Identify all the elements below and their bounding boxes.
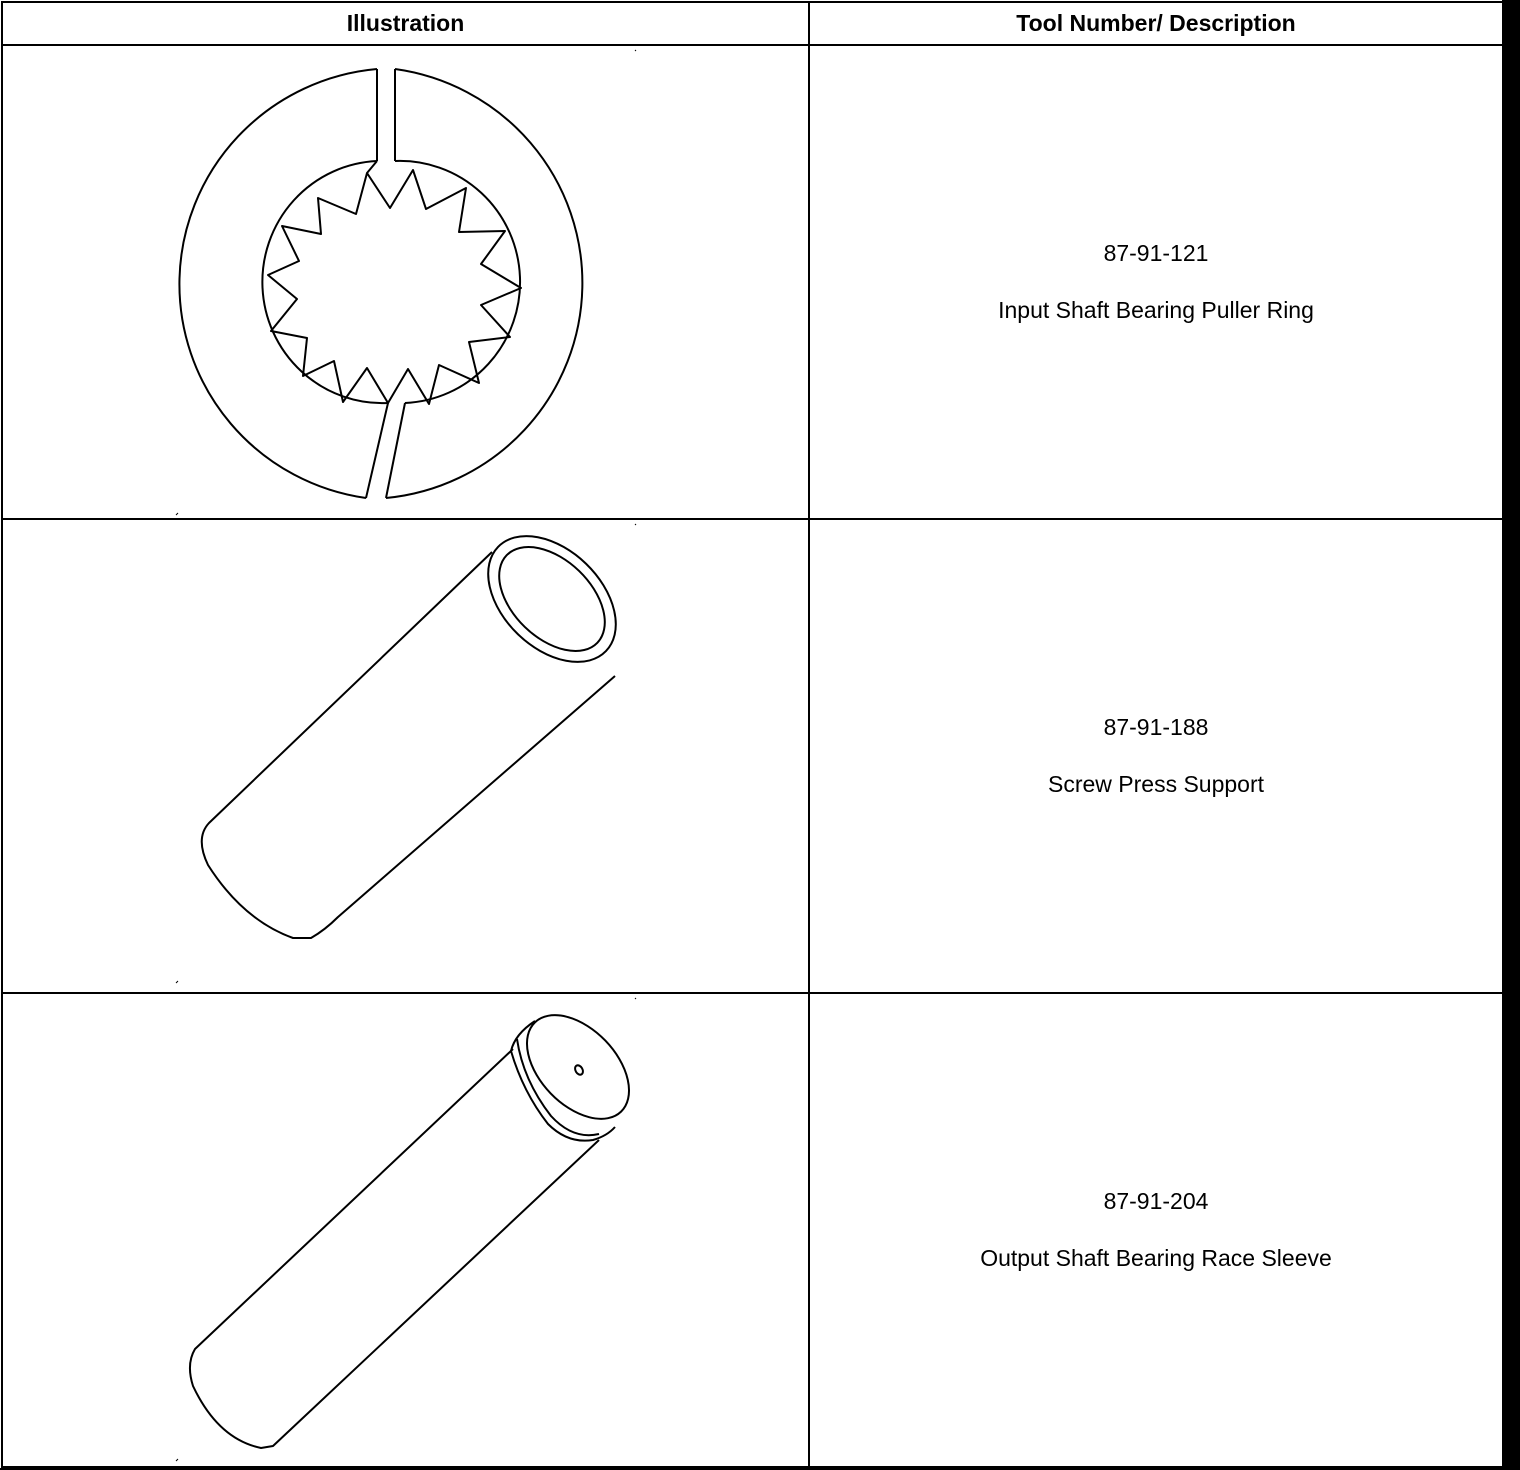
tool-number: 87-91-204 [1103,1188,1209,1214]
table-row [2,519,1503,993]
press-support-tube-icon [3,520,808,992]
special-tools-table [1,1,1504,1468]
tool-description: Output Shaft Bearing Race Sleeve [980,1245,1332,1271]
tool-description: Screw Press Support [1047,771,1265,797]
header-tool-number-description: Tool Number/ Description [809,2,1503,45]
tool-number: 87-91-121 [1103,240,1209,266]
header-illustration: Illustration [2,2,809,45]
tool-number: 87-91-188 [1103,714,1209,740]
tool-description-cell [809,45,1503,519]
illustration-cell [2,993,809,1467]
table-row [2,993,1503,1467]
page-edge [1502,0,1520,1470]
puller-ring-icon [3,46,808,518]
table-header-row [2,2,1503,45]
tool-description: Input Shaft Bearing Puller Ring [998,297,1314,323]
tool-description-cell [809,993,1503,1467]
race-sleeve-icon [3,994,808,1466]
illustration-cell [2,45,809,519]
table-row [2,45,1503,519]
illustration-cell [2,519,809,993]
tool-description-cell [809,519,1503,993]
